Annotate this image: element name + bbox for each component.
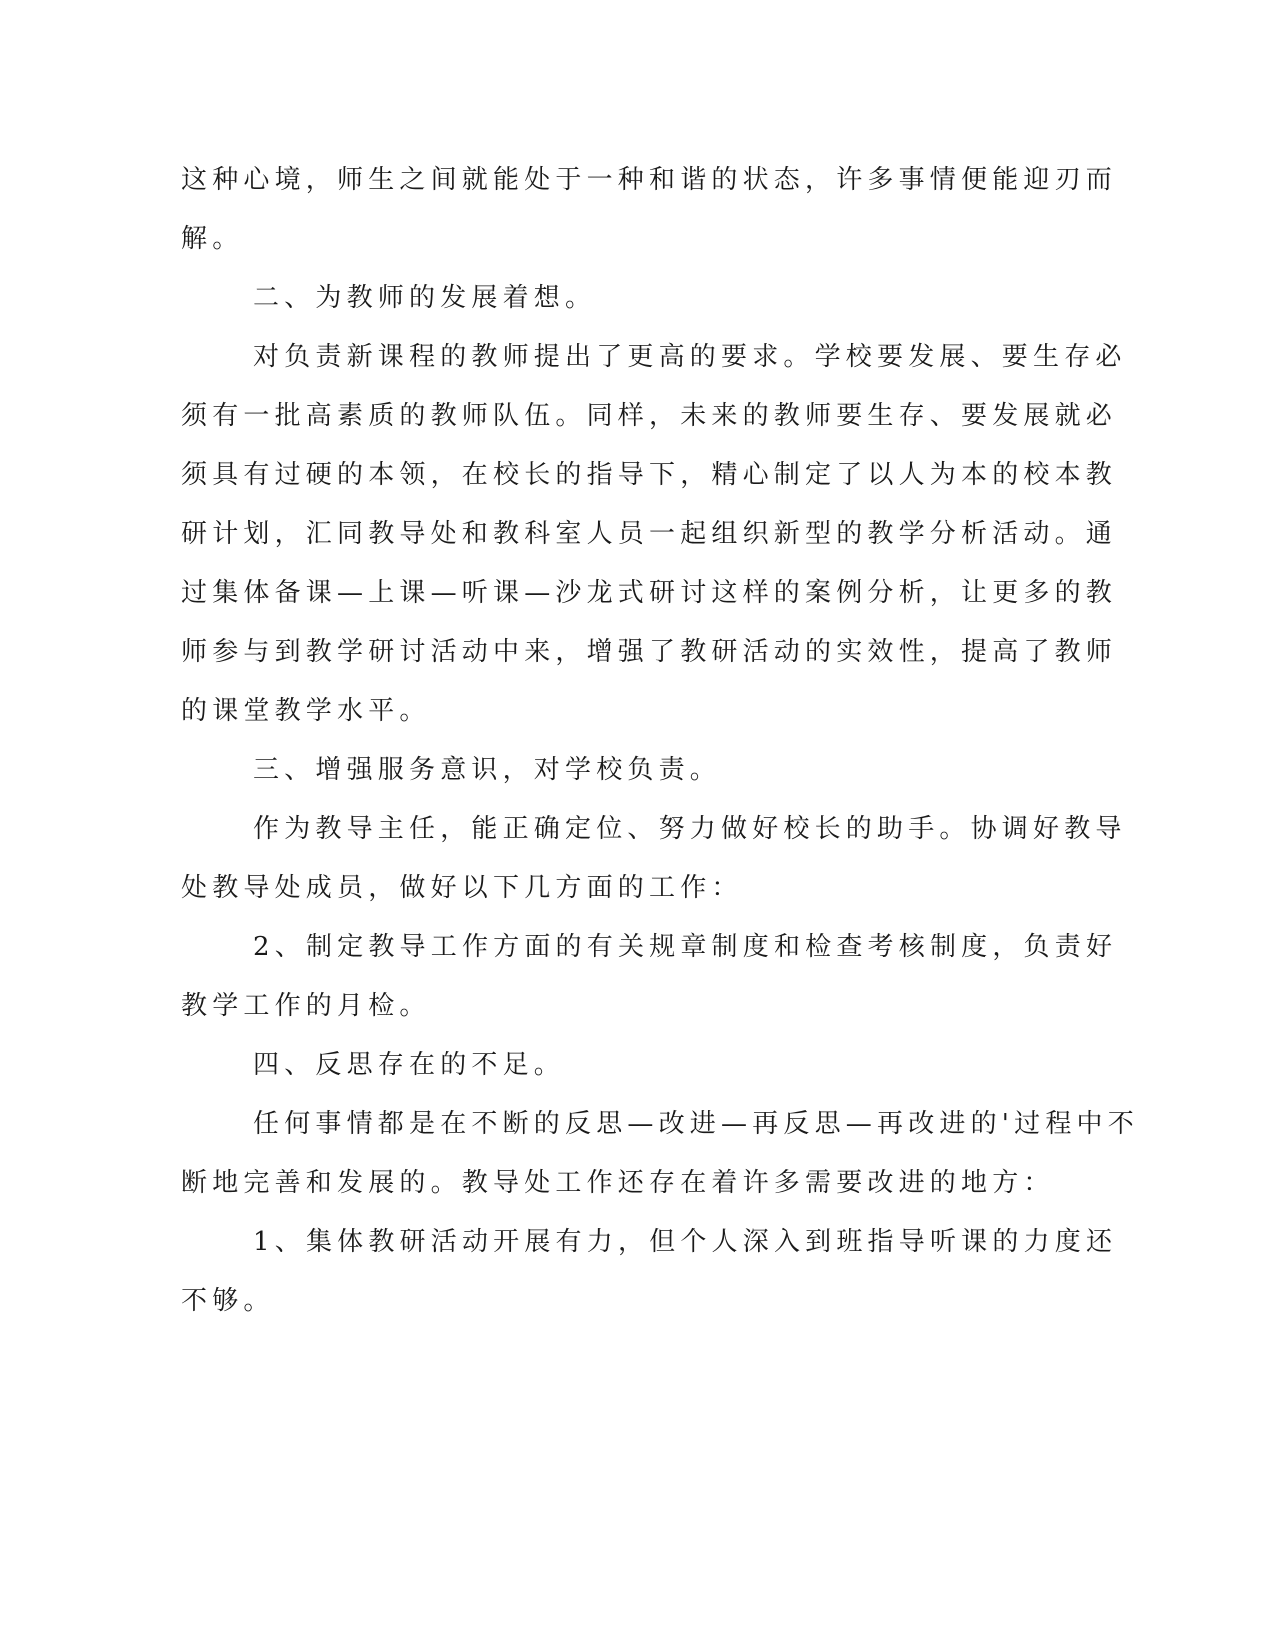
paragraph-line: 任何事情都是在不断的反思—改进—再反思—再改进的'过程中不 (253, 1109, 1139, 1139)
paragraph-line: 对负责新课程的教师提出了更高的要求。学校要发展、要生存必 (253, 342, 1127, 372)
section-heading: 四、反思存在的不足。 (253, 1050, 566, 1080)
paragraph-line: 研计划，汇同教导处和教科室人员一起组织新型的教学分析活动。通 (181, 519, 1118, 549)
paragraph-line: 须有一批高素质的教师队伍。同样，未来的教师要生存、要发展就必 (181, 401, 1118, 431)
paragraph-line: 不够。 (181, 1286, 275, 1316)
paragraph-line: 教学工作的月检。 (181, 991, 431, 1021)
paragraph-line: 过集体备课—上课—听课—沙龙式研讨这样的案例分析，让更多的教 (181, 578, 1118, 608)
list-item: 1、集体教研活动开展有力，但个人深入到班指导听课的力度还 (253, 1227, 1118, 1257)
section-heading: 三、增强服务意识，对学校负责。 (253, 755, 722, 785)
paragraph-line: 断地完善和发展的。教导处工作还存在着许多需要改进的地方： (181, 1168, 1055, 1198)
list-item: 2、制定教导工作方面的有关规章制度和检查考核制度，负责好 (253, 932, 1118, 962)
paragraph-line: 这种心境，师生之间就能处于一种和谐的状态，许多事情便能迎刃而 (181, 165, 1118, 195)
paragraph-line: 处教导处成员，做好以下几方面的工作： (181, 873, 743, 903)
paragraph-line: 作为教导主任，能正确定位、努力做好校长的助手。协调好教导 (253, 814, 1127, 844)
paragraph-line: 师参与到教学研讨活动中来，增强了教研活动的实效性，提高了教师 (181, 637, 1118, 667)
paragraph-line: 的课堂教学水平。 (181, 696, 431, 726)
paragraph-line: 须具有过硬的本领，在校长的指导下，精心制定了以人为本的校本教 (181, 460, 1118, 490)
paragraph-line: 解。 (181, 224, 244, 254)
section-heading: 二、为教师的发展着想。 (253, 283, 597, 313)
